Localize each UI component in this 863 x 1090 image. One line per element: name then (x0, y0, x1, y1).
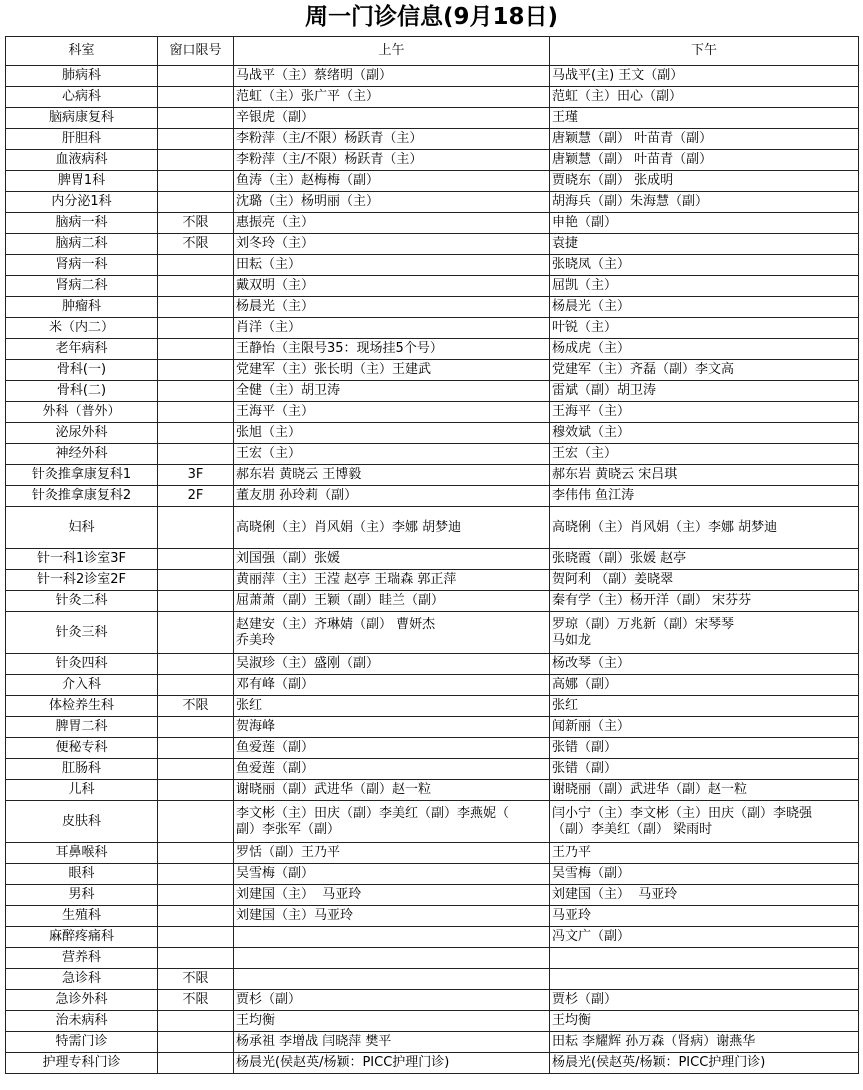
department-cell: 脑病二科 (6, 234, 158, 255)
afternoon-doctors-cell: 屈凯（主） (550, 276, 859, 297)
window-limit-cell: 不限 (158, 234, 234, 255)
morning-doctors-cell: 吴淑珍（主）盛刚（副） (234, 654, 550, 675)
department-cell: 眼科 (6, 864, 158, 885)
header-window-limit: 窗口限号 (158, 37, 234, 66)
afternoon-doctors-cell: 杨晨光（主） (550, 297, 859, 318)
afternoon-doctors-cell: 张晓凤（主） (550, 255, 859, 276)
table-row (6, 717, 859, 738)
window-limit-cell: 3F (158, 465, 234, 486)
department-cell: 营养科 (6, 948, 158, 969)
afternoon-doctors-cell: 闻新丽（主） (550, 717, 859, 738)
morning-doctors-cell: 赵建安（主）齐琳婧（副） 曹妍杰 乔美玲 (234, 612, 550, 654)
table-row (6, 213, 859, 234)
window-limit-cell (158, 423, 234, 444)
department-cell: 治未病科 (6, 1011, 158, 1032)
table-row (6, 738, 859, 759)
afternoon-doctors-cell (550, 948, 859, 969)
morning-doctors-cell: 肖洋（主） (234, 318, 550, 339)
window-limit-cell (158, 948, 234, 969)
afternoon-doctors-cell: 高晓俐（主）肖风娟（主）李娜 胡梦迪 (550, 507, 859, 549)
morning-doctors-cell: 杨承祖 李增战 闫晓萍 樊平 (234, 1032, 550, 1053)
morning-doctors-cell (234, 948, 550, 969)
morning-doctors-cell: 党建军（主）张长明（主）王建武 (234, 360, 550, 381)
morning-doctors-cell: 李粉萍（主/不限）杨跃青（主） (234, 150, 550, 171)
header-morning: 上午 (234, 37, 550, 66)
afternoon-doctors-cell: 胡海兵（副）朱海慧（副） (550, 192, 859, 213)
morning-doctors-cell: 刘国强（副）张媛 (234, 549, 550, 570)
morning-doctors-cell: 刘建国（主） 马亚玲 (234, 885, 550, 906)
morning-doctors-cell: 罗恬（副）王乃平 (234, 843, 550, 864)
afternoon-doctors-cell: 杨成虎（主） (550, 339, 859, 360)
department-cell: 介入科 (6, 675, 158, 696)
department-cell: 肾病一科 (6, 255, 158, 276)
window-limit-cell (158, 591, 234, 612)
table-row (6, 486, 859, 507)
table-row (6, 1011, 859, 1032)
department-cell: 血液病科 (6, 150, 158, 171)
table-row (6, 150, 859, 171)
afternoon-doctors-cell: 唐颖慧（副） 叶苗青（副） (550, 150, 859, 171)
morning-doctors-cell: 王均衡 (234, 1011, 550, 1032)
window-limit-cell (158, 612, 234, 654)
morning-doctors-cell (234, 969, 550, 990)
afternoon-doctors-cell (550, 969, 859, 990)
department-cell: 急诊外科 (6, 990, 158, 1011)
table-row (6, 381, 859, 402)
window-limit-cell (158, 192, 234, 213)
table-row (6, 780, 859, 801)
window-limit-cell (158, 864, 234, 885)
morning-doctors-cell: 贾杉（副） (234, 990, 550, 1011)
afternoon-doctors-cell: 张错（副） (550, 738, 859, 759)
table-row (6, 696, 859, 717)
department-cell: 肿瘤科 (6, 297, 158, 318)
window-limit-cell: 2F (158, 486, 234, 507)
afternoon-doctors-cell: 雷斌（副）胡卫涛 (550, 381, 859, 402)
window-limit-cell (158, 801, 234, 843)
window-limit-cell (158, 780, 234, 801)
morning-doctors-cell (234, 927, 550, 948)
department-cell: 骨科(一) (6, 360, 158, 381)
table-row (6, 927, 859, 948)
department-cell: 米（内二） (6, 318, 158, 339)
table-row (6, 297, 859, 318)
table-row (6, 87, 859, 108)
department-cell: 便秘专科 (6, 738, 158, 759)
department-cell: 骨科(二) (6, 381, 158, 402)
department-cell: 外科（普外） (6, 402, 158, 423)
table-row (6, 423, 859, 444)
department-cell: 特需门诊 (6, 1032, 158, 1053)
morning-doctors-cell: 全健（主）胡卫涛 (234, 381, 550, 402)
afternoon-doctors-cell: 刘建国（主） 马亚玲 (550, 885, 859, 906)
afternoon-doctors-cell: 王海平（主） (550, 402, 859, 423)
window-limit-cell: 不限 (158, 696, 234, 717)
department-cell: 针灸四科 (6, 654, 158, 675)
window-limit-cell (158, 759, 234, 780)
window-limit-cell: 不限 (158, 213, 234, 234)
department-cell: 心病科 (6, 87, 158, 108)
table-row (6, 990, 859, 1011)
table-row (6, 675, 859, 696)
page-title: 周一门诊信息(9月18日) (304, 4, 559, 30)
morning-doctors-cell: 李粉萍（主/不限）杨跃青（主） (234, 129, 550, 150)
morning-doctors-cell: 杨晨光（主） (234, 297, 550, 318)
afternoon-doctors-cell: 闫小宁（主）李文彬（主）田庆（副）李晓强 （副）李美红（副） 梁雨时 (550, 801, 859, 843)
morning-doctors-cell: 贺海峰 (234, 717, 550, 738)
window-limit-cell (158, 507, 234, 549)
afternoon-doctors-cell: 高娜（副） (550, 675, 859, 696)
afternoon-doctors-cell: 张红 (550, 696, 859, 717)
morning-doctors-cell: 高晓俐（主）肖风娟（主）李娜 胡梦迪 (234, 507, 550, 549)
morning-doctors-cell: 杨晨光(侯赵英/杨颖：PICC护理门诊) (234, 1053, 550, 1074)
morning-doctors-cell: 张旭（主） (234, 423, 550, 444)
window-limit-cell (158, 129, 234, 150)
morning-doctors-cell: 马战平（主）蔡绪明（副） (234, 66, 550, 87)
afternoon-doctors-cell: 谢晓丽（副）武进华（副）赵一粒 (550, 780, 859, 801)
department-cell: 内分泌1科 (6, 192, 158, 213)
header-afternoon: 下午 (550, 37, 859, 66)
morning-doctors-cell: 黄丽萍（主）王滢 赵亭 王瑞森 郭正萍 (234, 570, 550, 591)
table-header (6, 37, 859, 66)
table-row (6, 465, 859, 486)
department-cell: 儿科 (6, 780, 158, 801)
table-row (6, 339, 859, 360)
window-limit-cell (158, 318, 234, 339)
window-limit-cell (158, 87, 234, 108)
table-row (6, 234, 859, 255)
window-limit-cell (158, 1053, 234, 1074)
table-row (6, 192, 859, 213)
table-row (6, 801, 859, 843)
window-limit-cell: 不限 (158, 990, 234, 1011)
table-row (6, 969, 859, 990)
afternoon-doctors-cell: 冯文广（副） (550, 927, 859, 948)
table-row (6, 948, 859, 969)
afternoon-doctors-cell: 张晓霞（副）张媛 赵亭 (550, 549, 859, 570)
afternoon-doctors-cell: 党建军（主）齐磊（副）李文高 (550, 360, 859, 381)
department-cell: 体检养生科 (6, 696, 158, 717)
header-department: 科室 (6, 37, 158, 66)
department-cell: 老年病科 (6, 339, 158, 360)
department-cell: 针灸三科 (6, 612, 158, 654)
window-limit-cell (158, 843, 234, 864)
table-row (6, 759, 859, 780)
department-cell: 皮肤科 (6, 801, 158, 843)
morning-doctors-cell: 吴雪梅（副） (234, 864, 550, 885)
table-row (6, 1053, 859, 1074)
afternoon-doctors-cell: 田耘 李耀辉 孙万森（肾病）谢燕华 (550, 1032, 859, 1053)
morning-doctors-cell: 郝东岩 黄晓云 王博毅 (234, 465, 550, 486)
table-row (6, 591, 859, 612)
window-limit-cell (158, 444, 234, 465)
department-cell: 麻醉疼痛科 (6, 927, 158, 948)
morning-doctors-cell: 屈萧萧（副）王颖（副）眭兰（副） (234, 591, 550, 612)
department-cell: 生殖科 (6, 906, 158, 927)
morning-doctors-cell: 王宏（主） (234, 444, 550, 465)
table-row (6, 843, 859, 864)
table-row (6, 360, 859, 381)
morning-doctors-cell: 王静怡（主限号35：现场挂5个号） (234, 339, 550, 360)
department-cell: 脾胃二科 (6, 717, 158, 738)
table-row (6, 507, 859, 549)
afternoon-doctors-cell: 郝东岩 黄晓云 宋吕琪 (550, 465, 859, 486)
department-cell: 急诊科 (6, 969, 158, 990)
morning-doctors-cell: 辛银虎（副） (234, 108, 550, 129)
window-limit-cell (158, 297, 234, 318)
schedule-table (5, 36, 859, 1074)
table-row (6, 864, 859, 885)
morning-doctors-cell: 王海平（主） (234, 402, 550, 423)
afternoon-doctors-cell: 王宏（主） (550, 444, 859, 465)
table-row (6, 129, 859, 150)
afternoon-doctors-cell: 罗琼（副）万兆新（副）宋琴琴 马如龙 (550, 612, 859, 654)
window-limit-cell (158, 717, 234, 738)
afternoon-doctors-cell: 叶锐（主） (550, 318, 859, 339)
morning-doctors-cell: 戴双明（主） (234, 276, 550, 297)
window-limit-cell (158, 171, 234, 192)
department-cell: 妇科 (6, 507, 158, 549)
afternoon-doctors-cell: 秦有学（主）杨开洋（副） 宋芬芬 (550, 591, 859, 612)
window-limit-cell (158, 150, 234, 171)
table-row (6, 612, 859, 654)
window-limit-cell (158, 738, 234, 759)
afternoon-doctors-cell: 范虹（主）田心（副） (550, 87, 859, 108)
table-row (6, 255, 859, 276)
morning-doctors-cell: 李文彬（主）田庆（副）李美红（副）李燕妮（ 副）李张军（副） (234, 801, 550, 843)
afternoon-doctors-cell: 杨改琴（主） (550, 654, 859, 675)
morning-doctors-cell: 谢晓丽（副）武进华（副）赵一粒 (234, 780, 550, 801)
afternoon-doctors-cell: 王瑾 (550, 108, 859, 129)
morning-doctors-cell: 邓有峰（副） (234, 675, 550, 696)
afternoon-doctors-cell: 马亚玲 (550, 906, 859, 927)
table-row (6, 570, 859, 591)
afternoon-doctors-cell: 张错（副） (550, 759, 859, 780)
afternoon-doctors-cell: 唐颖慧（副） 叶苗青（副） (550, 129, 859, 150)
window-limit-cell (158, 654, 234, 675)
window-limit-cell (158, 1032, 234, 1053)
morning-doctors-cell: 田耘（主） (234, 255, 550, 276)
window-limit-cell (158, 402, 234, 423)
department-cell: 耳鼻喉科 (6, 843, 158, 864)
window-limit-cell (158, 549, 234, 570)
afternoon-doctors-cell: 王均衡 (550, 1011, 859, 1032)
table-row (6, 885, 859, 906)
table-row (6, 171, 859, 192)
morning-doctors-cell: 张红 (234, 696, 550, 717)
department-cell: 针灸推拿康复科2 (6, 486, 158, 507)
department-cell: 针一科2诊室2F (6, 570, 158, 591)
window-limit-cell (158, 255, 234, 276)
table-row (6, 444, 859, 465)
department-cell: 针灸推拿康复科1 (6, 465, 158, 486)
window-limit-cell (158, 675, 234, 696)
window-limit-cell (158, 381, 234, 402)
morning-doctors-cell: 董友朋 孙玲莉（副） (234, 486, 550, 507)
department-cell: 针一科1诊室3F (6, 549, 158, 570)
morning-doctors-cell: 鱼爱莲（副） (234, 759, 550, 780)
morning-doctors-cell: 鱼爱莲（副） (234, 738, 550, 759)
table-body (6, 66, 859, 1074)
department-cell: 泌尿外科 (6, 423, 158, 444)
afternoon-doctors-cell: 李伟伟 鱼江涛 (550, 486, 859, 507)
window-limit-cell (158, 906, 234, 927)
department-cell: 肺病科 (6, 66, 158, 87)
window-limit-cell (158, 1011, 234, 1032)
morning-doctors-cell: 范虹（主）张广平（主） (234, 87, 550, 108)
afternoon-doctors-cell: 吴雪梅（副） (550, 864, 859, 885)
department-cell: 肛肠科 (6, 759, 158, 780)
table-row (6, 906, 859, 927)
window-limit-cell (158, 339, 234, 360)
table-row (6, 402, 859, 423)
department-cell: 神经外科 (6, 444, 158, 465)
afternoon-doctors-cell: 王乃平 (550, 843, 859, 864)
window-limit-cell (158, 66, 234, 87)
afternoon-doctors-cell: 袁捷 (550, 234, 859, 255)
department-cell: 脾胃1科 (6, 171, 158, 192)
morning-doctors-cell: 惠振亮（主） (234, 213, 550, 234)
afternoon-doctors-cell: 贾晓东（副） 张成明 (550, 171, 859, 192)
table-row (6, 108, 859, 129)
window-limit-cell (158, 927, 234, 948)
morning-doctors-cell: 鱼涛（主）赵梅梅（副） (234, 171, 550, 192)
window-limit-cell (158, 276, 234, 297)
morning-doctors-cell: 刘建国（主）马亚玲 (234, 906, 550, 927)
table-row (6, 318, 859, 339)
afternoon-doctors-cell: 申艳（副） (550, 213, 859, 234)
department-cell: 脑病一科 (6, 213, 158, 234)
afternoon-doctors-cell: 贾杉（副） (550, 990, 859, 1011)
table-row (6, 549, 859, 570)
window-limit-cell: 不限 (158, 969, 234, 990)
table-row (6, 654, 859, 675)
department-cell: 肝胆科 (6, 129, 158, 150)
afternoon-doctors-cell: 穆效斌（主） (550, 423, 859, 444)
afternoon-doctors-cell: 贺阿利 （副）姜晓翠 (550, 570, 859, 591)
table-row (6, 66, 859, 87)
department-cell: 肾病二科 (6, 276, 158, 297)
department-cell: 脑病康复科 (6, 108, 158, 129)
window-limit-cell (158, 108, 234, 129)
window-limit-cell (158, 360, 234, 381)
department-cell: 针灸二科 (6, 591, 158, 612)
afternoon-doctors-cell: 马战平(主) 王文（副） (550, 66, 859, 87)
morning-doctors-cell: 沈璐（主）杨明丽（主） (234, 192, 550, 213)
morning-doctors-cell: 刘冬玲（主） (234, 234, 550, 255)
window-limit-cell (158, 885, 234, 906)
table-row (6, 1032, 859, 1053)
window-limit-cell (158, 570, 234, 591)
department-cell: 护理专科门诊 (6, 1053, 158, 1074)
afternoon-doctors-cell: 杨晨光(侯赵英/杨颖：PICC护理门诊) (550, 1053, 859, 1074)
department-cell: 男科 (6, 885, 158, 906)
table-row (6, 276, 859, 297)
